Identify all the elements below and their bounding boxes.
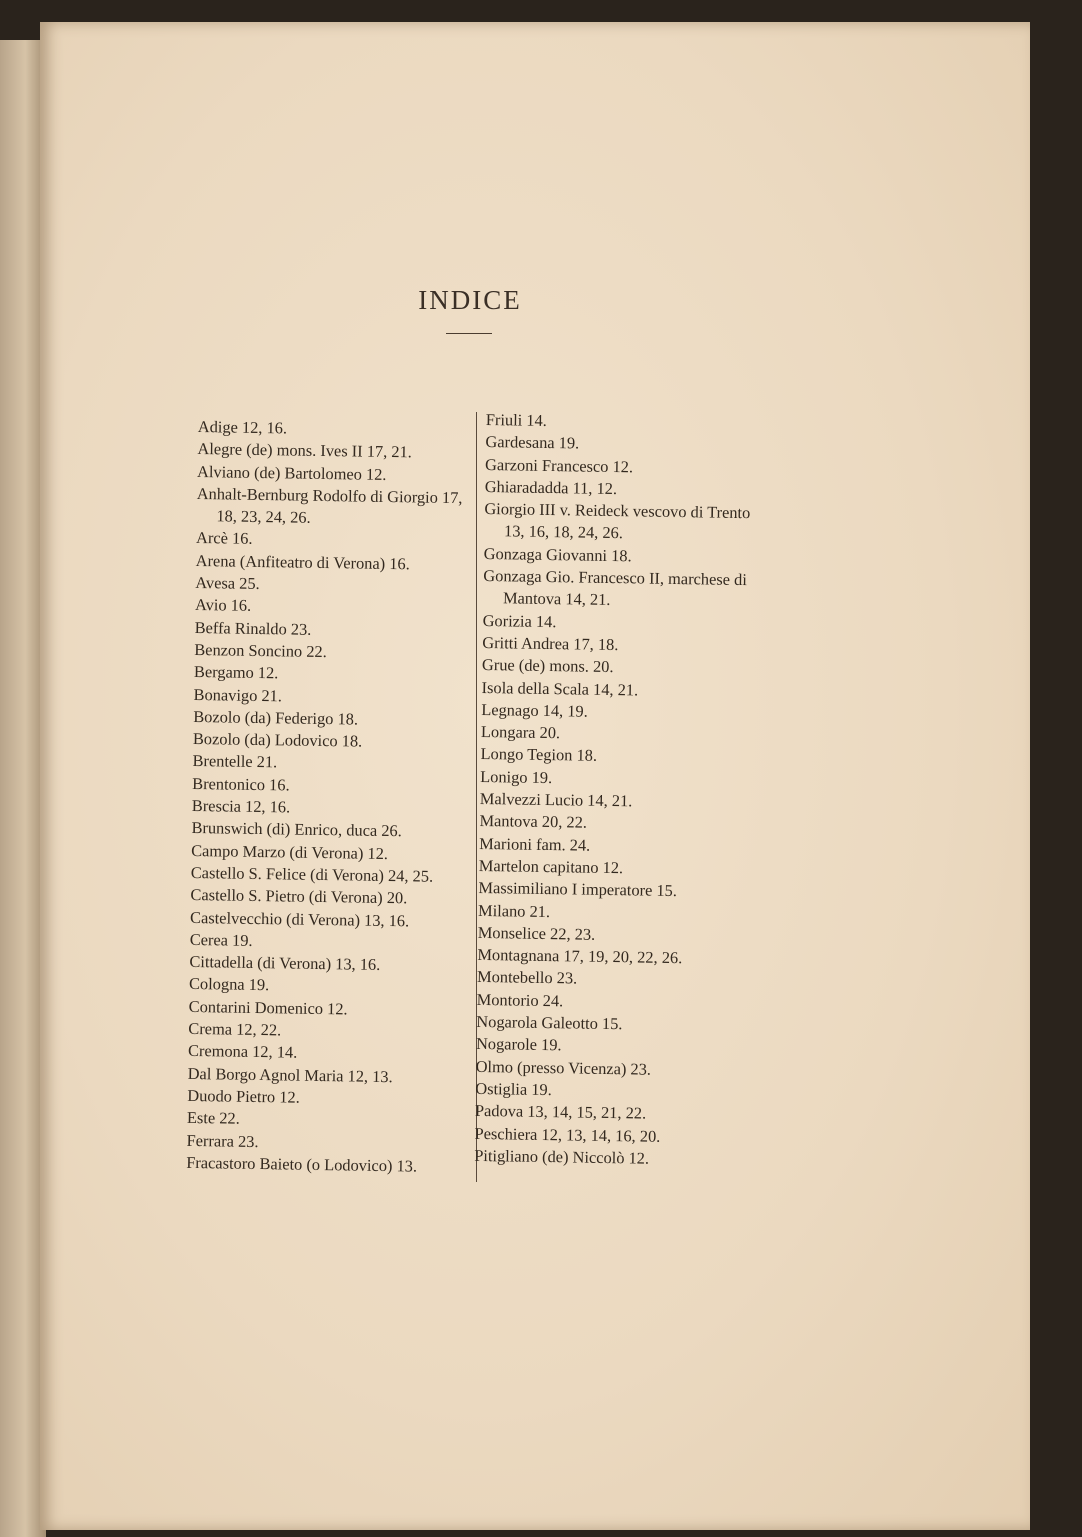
index-entry: Bozolo (da) Federigo 18. [193,706,359,729]
index-entry: Adige 12, 16. [197,416,288,438]
index-entry: Avio 16. [194,595,252,616]
index-entry: Fracastoro Baieto (o Lodovico) 13. [186,1152,418,1176]
index-entry: Crema 12, 22. [188,1018,282,1040]
index-entry: Longo Tegion 18. [480,744,598,766]
index-entry: Bozolo (da) Lodovico 18. [192,729,363,751]
index-entry: Gritti Andrea 17, 18. [482,632,619,655]
index-entry: Montagnana 17, 19, 20, 22, 26. [477,945,683,968]
index-entry: Anhalt-Bernburg Rodolfo di Giorgio 17, 18, 23, 24, 26. [196,483,463,527]
index-entry: Beffa Rinaldo 23. [194,617,312,639]
index-entry: Gonzaga Giovanni 18. [483,543,632,566]
index-entry: Longara 20. [480,722,561,743]
index-entry: Alviano (de) Bartolomeo 12. [196,461,387,484]
index-entry: Avesa 25. [195,573,260,594]
index-entry: Cerea 19. [189,929,253,950]
index-entry: Mantova 20, 22. [479,811,588,832]
index-entry: Garzoni Francesco 12. [484,454,634,476]
index-entry: Cittadella (di Verona) 13, 16. [189,952,381,975]
index-entry: Cremona 12, 14. [187,1041,298,1062]
index-entry: Padova 13, 14, 15, 21, 22. [474,1101,647,1123]
index-entry: Arena (Anfiteatro di Verona) 16. [195,550,410,574]
index-entry: Nogarola Galeotto 15. [476,1011,623,1034]
index-entry: Pitigliano (de) Niccolò 12. [474,1145,650,1168]
index-entry: Marioni fam. 24. [479,833,591,855]
title-rule [446,333,492,334]
index-entry: Castelvecchio (di Verona) 13, 16. [189,907,410,930]
index-entry: Legnago 14, 19. [481,699,588,721]
index-entry: Gardesana 19. [485,432,580,453]
index-entry: Olmo (presso Vicenza) 23. [475,1056,652,1079]
index-entry: Duodo Pietro 12. [187,1085,300,1107]
index-entry: Dal Borgo Agnol Maria 12, 13. [187,1063,393,1086]
index-column-left [186,416,474,1178]
index-entry: Cologna 19. [188,974,270,995]
index-entry: Ferrara 23. [186,1130,259,1151]
page-title: INDICE [418,285,522,315]
index-entry: Brescia 12, 16. [191,796,291,817]
index-entry: Massimiliano I imperatore 15. [478,878,678,901]
index-entry: Este 22. [186,1108,240,1128]
index-entry: Brentonico 16. [192,773,290,795]
index-entry: Gorizia 14. [482,610,557,631]
index-entry: Brentelle 21. [192,751,278,772]
index-entry: Campo Marzo (di Verona) 12. [191,840,389,863]
index-entry: Castello S. Pietro (di Verona) 20. [190,885,408,908]
index-entry: Bergamo 12. [193,662,279,683]
index-entry: Peschiera 12, 13, 14, 16, 20. [474,1123,661,1146]
index-entry: Contarini Domenico 12. [188,996,348,1019]
index-entry: Friuli 14. [485,409,548,430]
index-entry: Ghiaradadda 11, 12. [484,476,618,498]
index-entry: Lonigo 19. [480,766,553,787]
index-entry: Malvezzi Lucio 14, 21. [479,789,633,811]
index-entry: Isola della Scala 14, 21. [481,677,639,699]
index-entry: Arcè 16. [195,528,253,549]
index-entry: Milano 21. [477,900,551,921]
index-entry: Bonavigo 21. [193,684,283,705]
index-entry: Montorio 24. [476,989,564,1011]
index-entry: Nogarole 19. [475,1034,562,1055]
index-entry: Gonzaga Gio. Francesco II, marchese di Mantova 14, 21. [483,566,748,610]
index-entry: Alegre (de) mons. Ives II 17, 21. [197,439,412,462]
index-entry: Grue (de) mons. 20. [481,655,614,677]
index-entry: Brunswich (di) Enrico, duca 26. [191,818,402,841]
index-column-right [474,409,764,1171]
index-entry: Ostiglia 19. [475,1078,552,1100]
index-entry: Benzon Soncino 22. [194,639,327,662]
index-entry: Montebello 23. [476,967,578,988]
index-entry: Castello S. Felice (di Verona) 24, 25. [190,862,434,886]
index-entry: Giorgio III v. Reideck vescovo di Trento 13, 16, 18, 24, 26. [484,499,751,543]
index-entry: Martelon capitano 12. [478,855,624,878]
index-entry: Monselice 22, 23. [477,922,596,944]
